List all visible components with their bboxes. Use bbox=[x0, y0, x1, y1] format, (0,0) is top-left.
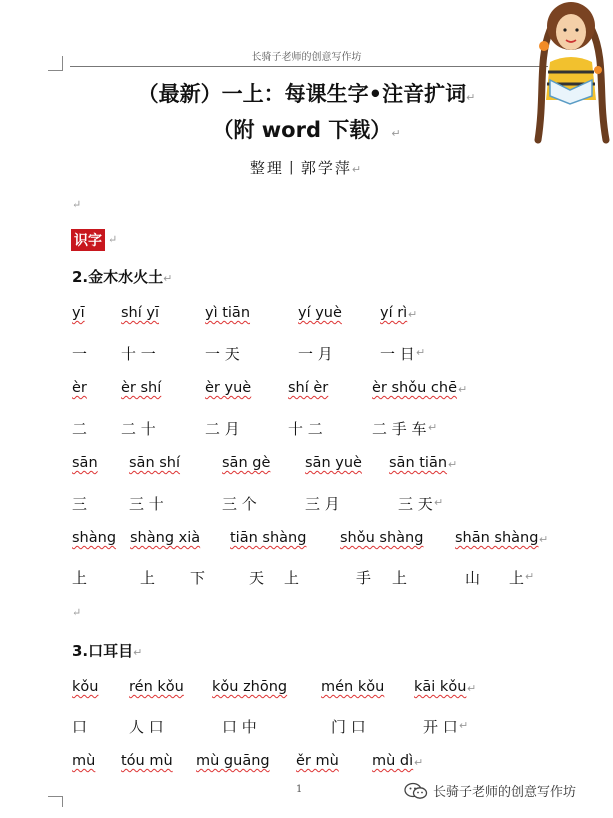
hanzi-word: 三 月 bbox=[305, 495, 340, 513]
pinyin-row bbox=[72, 380, 593, 404]
hanzi-word: 手 bbox=[356, 569, 372, 587]
pinyin-row bbox=[72, 305, 593, 329]
pinyin-word: èr shí bbox=[121, 380, 162, 396]
watermark bbox=[398, 778, 582, 803]
wechat-icon bbox=[404, 782, 428, 800]
hanzi-word: 一 天 bbox=[205, 345, 240, 363]
paragraph-mark: ↵ bbox=[133, 646, 143, 659]
pinyin-word: sān tiān bbox=[389, 455, 448, 471]
hanzi-word: 三 天 bbox=[398, 495, 433, 513]
hanzi-word: 十 二 bbox=[288, 420, 323, 438]
pinyin-word: yí rì bbox=[380, 305, 408, 321]
hanzi-word: 二 bbox=[72, 420, 88, 438]
pinyin-row bbox=[72, 530, 593, 554]
hanzi-word: 上 bbox=[392, 569, 408, 587]
pinyin-word: èr bbox=[72, 380, 87, 396]
title-line-1: （最新）一上：每课生字•注音扩词 bbox=[137, 82, 467, 106]
section-badge: 识字 bbox=[71, 229, 105, 251]
pinyin-word: shān shàng bbox=[455, 530, 539, 546]
hanzi-row bbox=[72, 418, 593, 442]
hanzi-word: 三 十 bbox=[129, 495, 164, 513]
hanzi-word: 天 bbox=[249, 569, 265, 587]
pinyin-word: mù dì bbox=[372, 753, 414, 769]
hanzi-word: 一 月 bbox=[298, 345, 333, 363]
pinyin-word: shí èr bbox=[288, 380, 329, 396]
hanzi-word: 口 中 bbox=[222, 718, 257, 736]
paragraph-mark: ↵ bbox=[416, 346, 426, 359]
paragraph-mark: ↵ bbox=[391, 127, 401, 140]
organizer-line bbox=[0, 157, 613, 178]
pinyin-word: kǒu bbox=[72, 679, 99, 695]
hanzi-word: 上 bbox=[284, 569, 300, 587]
hanzi-row bbox=[72, 493, 593, 517]
pinyin-word: shàng bbox=[72, 530, 117, 546]
organizer-text: 整理丨郭学萍 bbox=[249, 159, 352, 177]
paragraph-mark: ↵ bbox=[351, 163, 364, 176]
section-heading-text: 2.金木水火土 bbox=[72, 268, 164, 286]
pinyin-row bbox=[72, 679, 593, 703]
paragraph-mark: ↵ bbox=[525, 570, 535, 583]
hanzi-word: 二 手 车 bbox=[372, 420, 427, 438]
paragraph-mark: ↵ bbox=[467, 682, 477, 695]
pinyin-word: èr yuè bbox=[205, 380, 252, 396]
hanzi-word: 人 口 bbox=[129, 718, 164, 736]
hanzi-word: 开 口 bbox=[423, 718, 458, 736]
paragraph-mark: ↵ bbox=[108, 233, 118, 246]
hanzi-word: 三 bbox=[72, 495, 88, 513]
pinyin-word: sān bbox=[72, 455, 98, 471]
pinyin-word: tiān shàng bbox=[230, 530, 307, 546]
page-number: 1 bbox=[296, 784, 303, 795]
header-rule bbox=[70, 66, 548, 67]
section-heading bbox=[72, 640, 142, 661]
margin-corner-mark bbox=[48, 56, 63, 71]
hanzi-word: 上 bbox=[140, 569, 156, 587]
watermark-text: 长骑子老师的创意写作坊 bbox=[433, 785, 577, 800]
pinyin-word: rén kǒu bbox=[129, 679, 184, 695]
pinyin-word: shí yī bbox=[121, 305, 159, 321]
hanzi-word: 山 bbox=[465, 569, 481, 587]
paragraph-mark: ↵ bbox=[448, 458, 458, 471]
hanzi-word: 十 一 bbox=[121, 345, 156, 363]
paragraph-mark: ↵ bbox=[458, 383, 468, 396]
section-heading bbox=[72, 266, 172, 287]
hanzi-word: 一 bbox=[72, 345, 88, 363]
paragraph-mark: ↵ bbox=[539, 533, 549, 546]
pinyin-word: yī bbox=[72, 305, 85, 321]
title-line-2: （附 word 下载） bbox=[212, 118, 392, 142]
hanzi-word: 口 bbox=[72, 718, 88, 736]
pinyin-word: mù bbox=[72, 753, 96, 769]
hanzi-word: 上 bbox=[509, 569, 525, 587]
pinyin-word: yì tiān bbox=[205, 305, 251, 321]
page-header: 长骑子老师的创意写作坊 bbox=[251, 52, 362, 63]
hanzi-row bbox=[72, 343, 593, 367]
paragraph-mark: ↵ bbox=[414, 756, 424, 769]
hanzi-word: 三 个 bbox=[222, 495, 257, 513]
hanzi-row bbox=[72, 567, 593, 591]
pinyin-word: kǒu zhōng bbox=[212, 679, 288, 695]
paragraph-mark: ↵ bbox=[466, 91, 476, 104]
pinyin-word: yí yuè bbox=[298, 305, 342, 321]
paragraph-mark: ↵ bbox=[459, 719, 469, 732]
pinyin-word: ěr mù bbox=[296, 753, 339, 769]
pinyin-row bbox=[72, 753, 593, 777]
hanzi-word: 上 bbox=[72, 569, 88, 587]
paragraph-mark: ↵ bbox=[408, 308, 418, 321]
pinyin-word: mù guāng bbox=[196, 753, 270, 769]
pinyin-word: sān gè bbox=[222, 455, 271, 471]
pinyin-word: èr shǒu chē bbox=[372, 380, 457, 396]
pinyin-word: shàng xià bbox=[130, 530, 201, 546]
empty-paragraph-mark: ↵ bbox=[72, 198, 82, 211]
hanzi-word: 二 月 bbox=[205, 420, 240, 438]
pinyin-word: shǒu shàng bbox=[340, 530, 424, 546]
hanzi-word: 下 bbox=[190, 569, 206, 587]
hanzi-word: 二 十 bbox=[121, 420, 156, 438]
pinyin-word: tóu mù bbox=[121, 753, 173, 769]
hanzi-row bbox=[72, 716, 593, 740]
empty-paragraph-mark: ↵ bbox=[72, 606, 82, 619]
document-title bbox=[0, 78, 613, 108]
paragraph-mark: ↵ bbox=[428, 421, 438, 434]
pinyin-word: sān yuè bbox=[305, 455, 362, 471]
pinyin-row bbox=[72, 455, 593, 479]
pinyin-word: sān shí bbox=[129, 455, 181, 471]
margin-corner-mark bbox=[48, 796, 63, 807]
hanzi-word: 一 日 bbox=[380, 345, 415, 363]
pinyin-word: kāi kǒu bbox=[414, 679, 467, 695]
hanzi-word: 门 口 bbox=[331, 718, 366, 736]
paragraph-mark: ↵ bbox=[163, 272, 173, 285]
pinyin-word: mén kǒu bbox=[321, 679, 385, 695]
section-heading-text: 3.口耳目 bbox=[72, 642, 134, 660]
document-subtitle bbox=[0, 114, 613, 144]
paragraph-mark: ↵ bbox=[434, 496, 444, 509]
